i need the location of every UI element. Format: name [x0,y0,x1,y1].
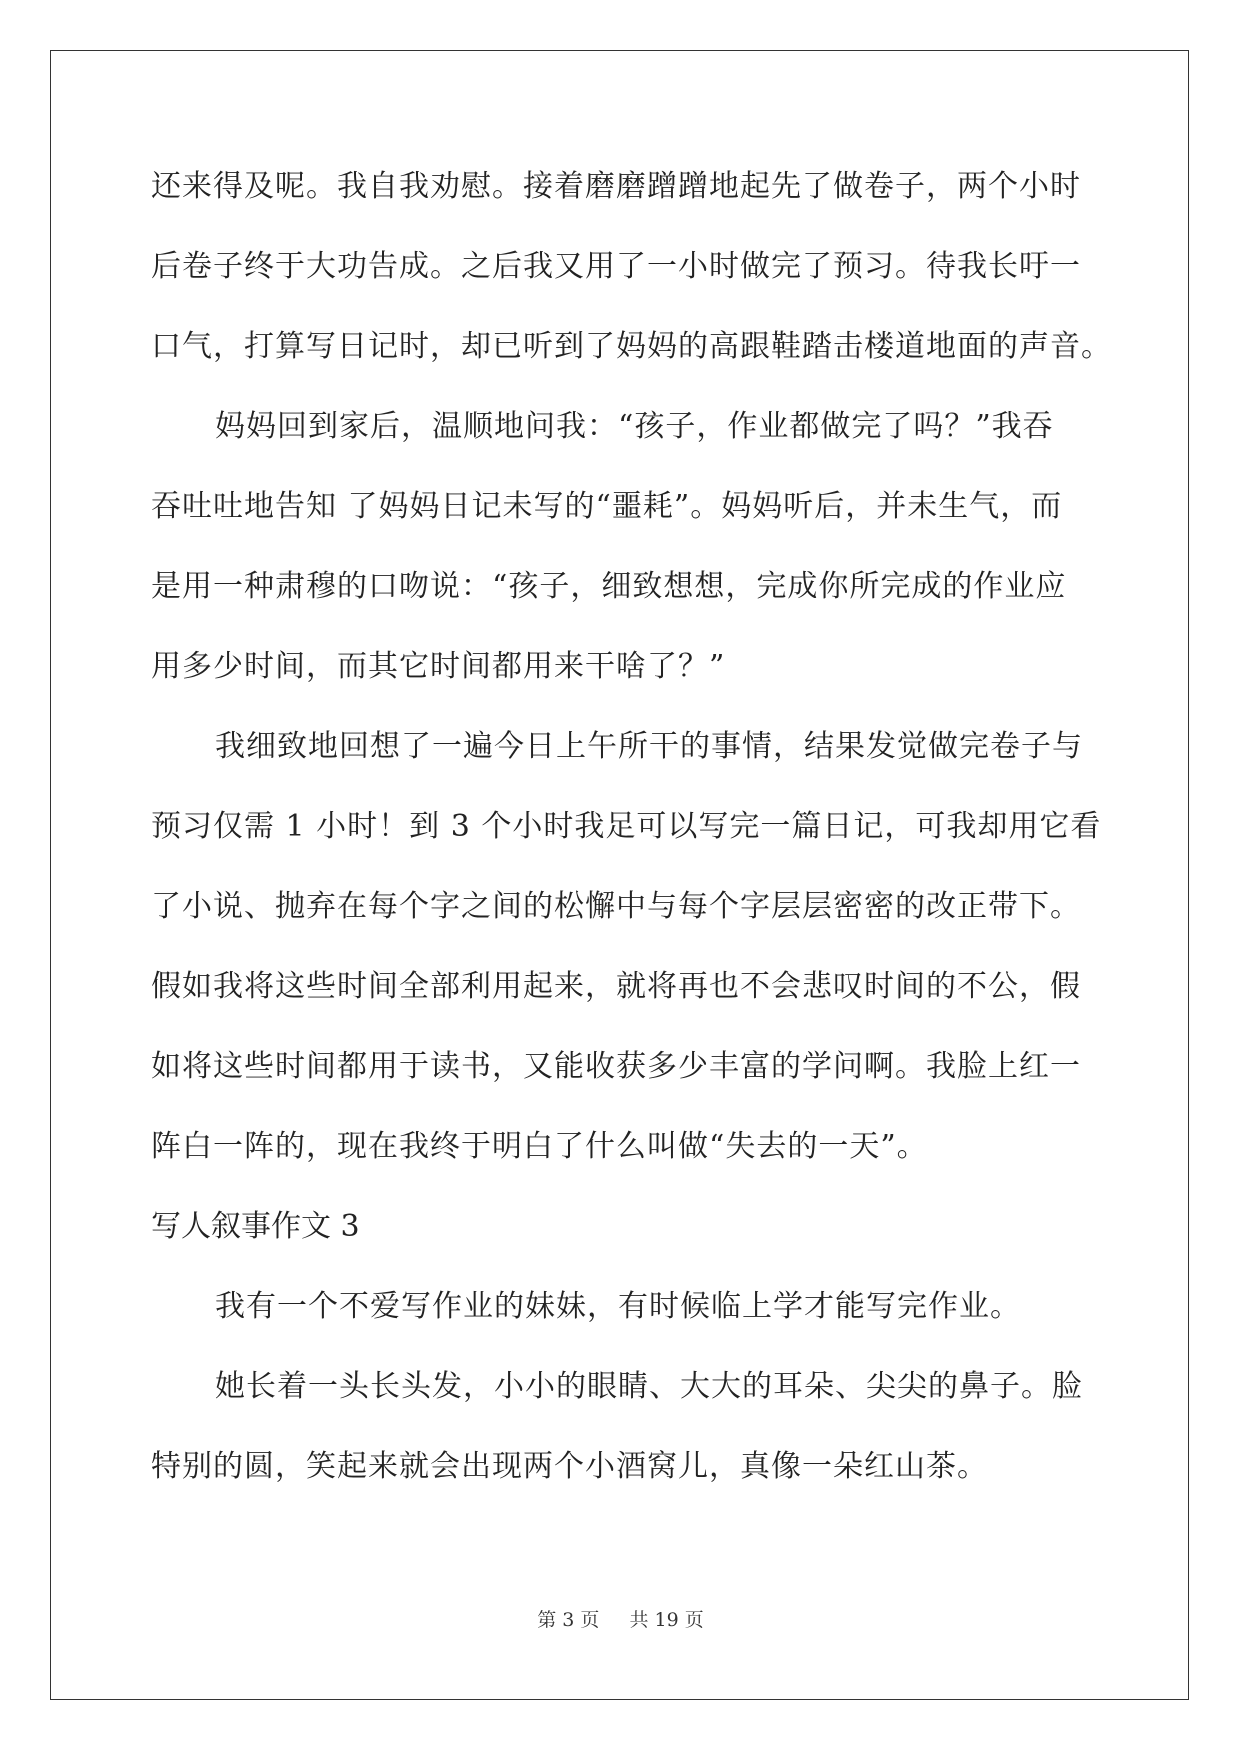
document-body [151,160,1112,1520]
section-paragraph-1-line-1: 我有一个不爱写作业的妹妹，有时候临上学才能写完作业。 [215,1289,1021,1324]
paragraph-2-line-1: 妈妈回到家后，温顺地问我：“孩子，作业都做完了吗？”我吞 [215,409,1054,444]
section-title: 写人叙事作文 3 [151,1209,360,1244]
page-footer [0,1605,1241,1632]
paragraph-2-line-2: 吞吐吐地告知 了妈妈日记未写的“噩耗”。妈妈听后，并未生气，而 [151,489,1063,524]
page-number: 第 3 页 [537,1609,600,1631]
page-total: 共 19 页 [629,1609,704,1631]
paragraph-3-line-2: 预习仅需 1 小时！到 3 个小时我足可以写完一篇日记，可我却用它看 [151,809,1102,844]
paragraph-3-line-6: 阵白一阵的，现在我终于明白了什么叫做“失去的一天”。 [151,1129,928,1164]
section-paragraph-2-line-1: 她长着一头长头发，小小的眼睛、大大的耳朵、尖尖的鼻子。脸 [215,1369,1083,1404]
paragraph-1-line-1: 还来得及呢。我自我劝慰。接着磨磨蹭蹭地起先了做卷子，两个小时 [151,169,1081,204]
paragraph-1-line-3: 口气，打算写日记时，却已听到了妈妈的高跟鞋踏击楼道地面的声音。 [151,329,1112,364]
paragraph-3-line-4: 假如我将这些时间全部利用起来，就将再也不会悲叹时间的不公，假 [151,969,1081,1004]
paragraph-2-line-3: 是用一种肃穆的口吻说：“孩子，细致想想，完成你所完成的作业应 [151,569,1067,604]
paragraph-3-line-1: 我细致地回想了一遍今日上午所干的事情，结果发觉做完卷子与 [215,729,1083,764]
paragraph-3-line-5: 如将这些时间都用于读书，又能收获多少丰富的学问啊。我脸上红一 [151,1049,1081,1084]
section-paragraph-2-line-2: 特别的圆，笑起来就会出现两个小酒窝儿，真像一朵红山茶。 [151,1449,988,1484]
paragraph-2-line-4: 用多少时间，而其它时间都用来干啥了？” [151,649,726,684]
paragraph-3-line-3: 了小说、抛弃在每个字之间的松懈中与每个字层层密密的改正带下。 [151,889,1081,924]
paragraph-1-line-2: 后卷子终于大功告成。之后我又用了一小时做完了预习。待我长吁一 [151,249,1081,284]
